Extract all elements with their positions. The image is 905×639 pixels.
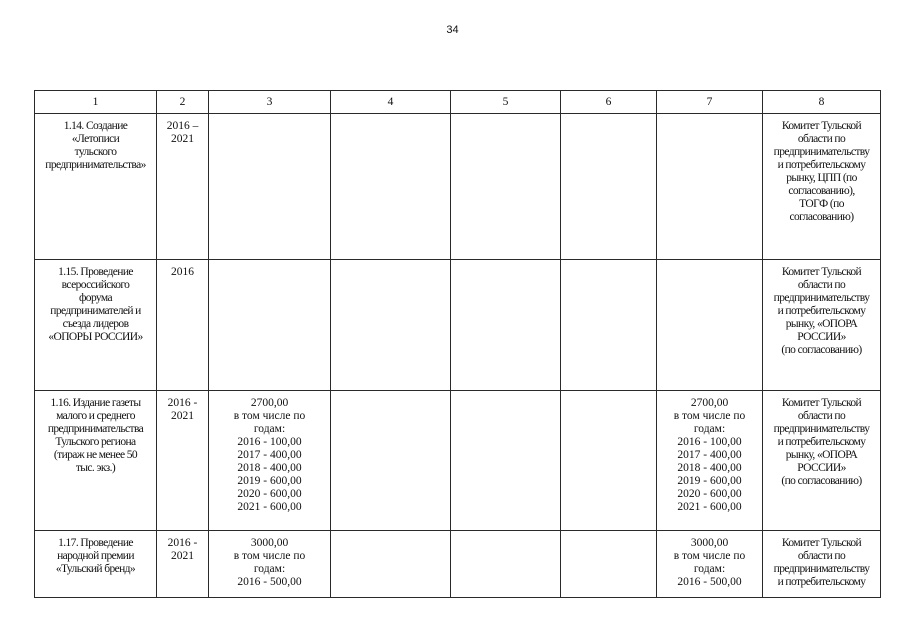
funding-cell: 3000,00 в том числе по годам: 2016 - 500,00 — [657, 531, 763, 598]
table-row — [35, 531, 881, 598]
funding-total-cell — [209, 114, 331, 260]
funding-total-cell — [209, 260, 331, 391]
funding-cell — [561, 531, 657, 598]
program-table — [34, 90, 881, 598]
column-header: 2 — [157, 91, 209, 114]
period-cell: 2016 — [157, 260, 209, 391]
page-number: 34 — [446, 24, 459, 36]
activity-cell: 1.17. Проведение народной премии «Тульский бренд» — [35, 531, 157, 598]
funding-cell — [561, 391, 657, 531]
funding-cell — [331, 391, 451, 531]
funding-cell — [561, 114, 657, 260]
executor-cell: Комитет Тульской области по предпринимательству и потребительскому рынку, «ОПОРА РОССИИ» (по согласованию) — [763, 260, 881, 391]
funding-cell — [657, 260, 763, 391]
column-header: 5 — [451, 91, 561, 114]
funding-cell — [331, 260, 451, 391]
activity-cell: 1.14. Создание «Летописи тульского предпринимательства» — [35, 114, 157, 260]
table-header-row — [35, 91, 881, 114]
period-cell: 2016 - 2021 — [157, 391, 209, 531]
funding-cell: 2700,00 в том числе по годам: 2016 - 100,00 2017 - 400,00 2018 - 400,00 2019 - 600,00 2020 - 600,00 2021 - 600,00 — [657, 391, 763, 531]
activity-cell: 1.15. Проведение всероссийского форума предпринимателей и съезда лидеров «ОПОРЫ РОССИИ» — [35, 260, 157, 391]
funding-total-cell: 3000,00 в том числе по годам: 2016 - 500,00 — [209, 531, 331, 598]
activity-cell: 1.16. Издание газеты малого и среднего предпринимательства Тульского региона (тираж не менее 50 тыс. экз.) — [35, 391, 157, 531]
executor-cell: Комитет Тульской области по предпринимательству и потребительскому рынку, «ОПОРА РОССИИ» (по согласованию) — [763, 391, 881, 531]
funding-cell — [561, 260, 657, 391]
column-header: 1 — [35, 91, 157, 114]
executor-cell: Комитет Тульской области по предпринимательству и потребительскому рынку, ЦПП (по согласованию), ТОГФ (по согласованию) — [763, 114, 881, 260]
column-header: 7 — [657, 91, 763, 114]
column-header: 4 — [331, 91, 451, 114]
period-cell: 2016 – 2021 — [157, 114, 209, 260]
funding-cell — [331, 114, 451, 260]
funding-total-cell: 2700,00 в том числе по годам: 2016 - 100,00 2017 - 400,00 2018 - 400,00 2019 - 600,00 2020 - 600,00 2021 - 600,00 — [209, 391, 331, 531]
column-header: 6 — [561, 91, 657, 114]
period-cell: 2016 - 2021 — [157, 531, 209, 598]
funding-cell — [451, 260, 561, 391]
executor-cell: Комитет Тульской области по предпринимательству и потребительскому — [763, 531, 881, 598]
column-header: 8 — [763, 91, 881, 114]
funding-cell — [451, 531, 561, 598]
table-row — [35, 114, 881, 260]
column-header: 3 — [209, 91, 331, 114]
funding-cell — [657, 114, 763, 260]
table-row — [35, 391, 881, 531]
funding-cell — [451, 391, 561, 531]
funding-cell — [331, 531, 451, 598]
funding-cell — [451, 114, 561, 260]
table-row — [35, 260, 881, 391]
